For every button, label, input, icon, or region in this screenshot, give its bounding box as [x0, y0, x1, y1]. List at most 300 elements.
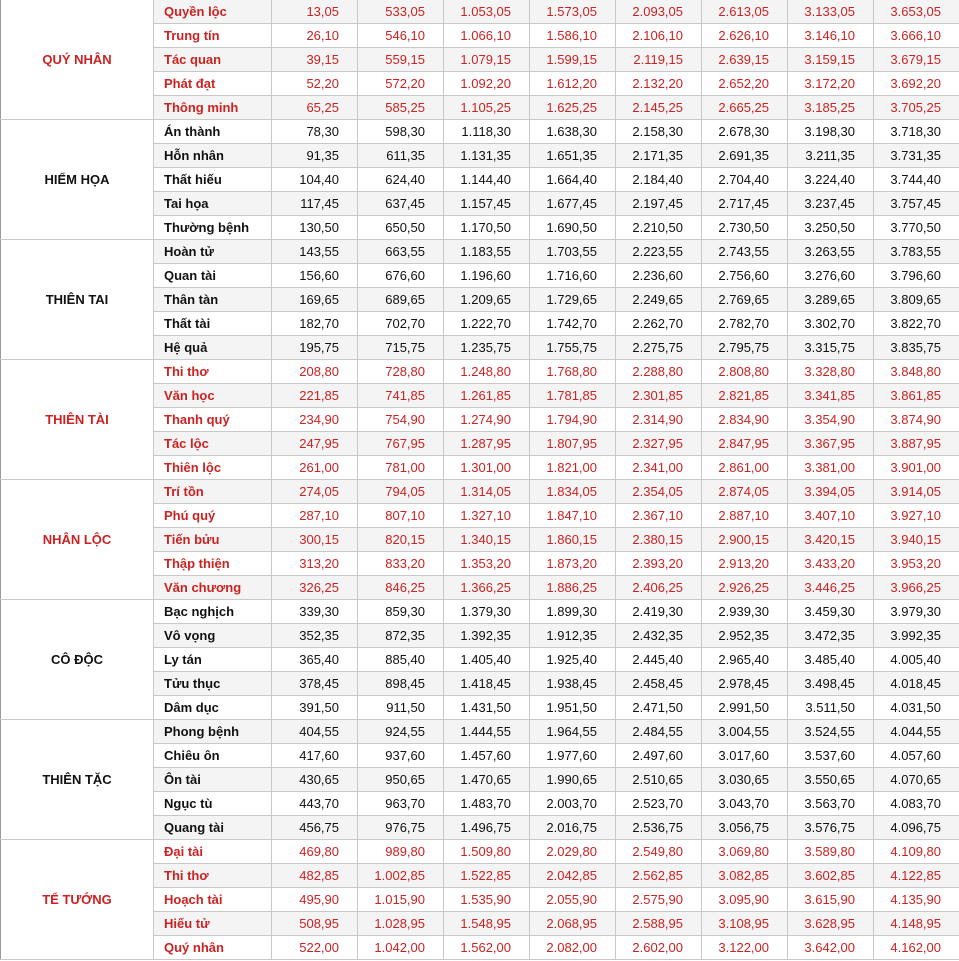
value-cell: 182,70 [272, 312, 358, 336]
value-cell: 1.977,60 [530, 744, 616, 768]
value-cell: 3.835,75 [874, 336, 959, 360]
value-cell: 1.274,90 [444, 408, 530, 432]
value-cell: 1.353,20 [444, 552, 530, 576]
value-cell: 52,20 [272, 72, 358, 96]
value-cell: 2.575,90 [616, 888, 702, 912]
value-cell: 1.925,40 [530, 648, 616, 672]
value-cell: 2.874,05 [702, 480, 788, 504]
value-cell: 2.549,80 [616, 840, 702, 864]
row-name: Hoạch tài [154, 888, 272, 912]
value-cell: 391,50 [272, 696, 358, 720]
value-cell: 1.379,30 [444, 600, 530, 624]
row-name: Bạc nghịch [154, 600, 272, 624]
value-cell: 963,70 [358, 792, 444, 816]
value-cell: 1.886,25 [530, 576, 616, 600]
value-cell: 2.393,20 [616, 552, 702, 576]
value-cell: 326,25 [272, 576, 358, 600]
value-cell: 456,75 [272, 816, 358, 840]
value-cell: 4.070,65 [874, 768, 959, 792]
value-cell: 3.642,00 [788, 936, 874, 960]
value-cell: 3.341,85 [788, 384, 874, 408]
value-cell: 3.666,10 [874, 24, 959, 48]
value-cell: 2.808,80 [702, 360, 788, 384]
value-cell: 3.082,85 [702, 864, 788, 888]
value-cell: 2.184,40 [616, 168, 702, 192]
row-name: Ôn tài [154, 768, 272, 792]
value-cell: 2.262,70 [616, 312, 702, 336]
table-row [1, 600, 959, 624]
value-cell: 1.079,15 [444, 48, 530, 72]
value-cell: 559,15 [358, 48, 444, 72]
value-cell: 911,50 [358, 696, 444, 720]
value-cell: 1.066,10 [444, 24, 530, 48]
value-cell: 3.381,00 [788, 456, 874, 480]
row-name: Tửu thục [154, 672, 272, 696]
row-name: Chiêu ôn [154, 744, 272, 768]
value-cell: 3.498,45 [788, 672, 874, 696]
value-cell: 3.328,80 [788, 360, 874, 384]
value-cell: 78,30 [272, 120, 358, 144]
value-cell: 2.965,40 [702, 648, 788, 672]
value-cell: 39,15 [272, 48, 358, 72]
value-cell: 1.612,20 [530, 72, 616, 96]
value-cell: 4.122,85 [874, 864, 959, 888]
value-cell: 2.834,90 [702, 408, 788, 432]
row-name: Thiên lộc [154, 456, 272, 480]
value-cell: 482,85 [272, 864, 358, 888]
value-cell: 2.588,95 [616, 912, 702, 936]
row-name: Tác lộc [154, 432, 272, 456]
value-cell: 2.106,10 [616, 24, 702, 48]
value-cell: 3.056,75 [702, 816, 788, 840]
value-cell: 2.991,50 [702, 696, 788, 720]
value-cell: 2.523,70 [616, 792, 702, 816]
value-cell: 1.625,25 [530, 96, 616, 120]
row-name: Thập thiện [154, 552, 272, 576]
value-cell: 4.031,50 [874, 696, 959, 720]
value-cell: 2.926,25 [702, 576, 788, 600]
value-cell: 2.795,75 [702, 336, 788, 360]
value-cell: 3.030,65 [702, 768, 788, 792]
value-cell: 234,90 [272, 408, 358, 432]
value-cell: 2.510,65 [616, 768, 702, 792]
value-cell: 924,55 [358, 720, 444, 744]
value-cell: 663,55 [358, 240, 444, 264]
value-cell: 1.444,55 [444, 720, 530, 744]
value-cell: 4.005,40 [874, 648, 959, 672]
value-cell: 3.861,85 [874, 384, 959, 408]
value-cell: 898,45 [358, 672, 444, 696]
value-cell: 1.912,35 [530, 624, 616, 648]
group-label: CÔ ĐỘC [1, 600, 154, 720]
value-cell: 1.847,10 [530, 504, 616, 528]
value-cell: 637,45 [358, 192, 444, 216]
value-cell: 208,80 [272, 360, 358, 384]
row-name: Vô vọng [154, 624, 272, 648]
value-cell: 1.664,40 [530, 168, 616, 192]
value-cell: 2.419,30 [616, 600, 702, 624]
value-cell: 3.822,70 [874, 312, 959, 336]
value-cell: 976,75 [358, 816, 444, 840]
value-cell: 4.109,80 [874, 840, 959, 864]
row-name: Phong bệnh [154, 720, 272, 744]
value-cell: 833,20 [358, 552, 444, 576]
value-cell: 585,25 [358, 96, 444, 120]
value-cell: 352,35 [272, 624, 358, 648]
value-cell: 1.677,45 [530, 192, 616, 216]
value-cell: 3.172,20 [788, 72, 874, 96]
value-cell: 4.044,55 [874, 720, 959, 744]
value-cell: 2.821,85 [702, 384, 788, 408]
row-name: Đại tài [154, 840, 272, 864]
value-cell: 1.496,75 [444, 816, 530, 840]
value-cell: 3.159,15 [788, 48, 874, 72]
value-cell: 3.185,25 [788, 96, 874, 120]
value-cell: 1.522,85 [444, 864, 530, 888]
value-cell: 1.118,30 [444, 120, 530, 144]
value-cell: 2.197,45 [616, 192, 702, 216]
value-cell: 3.095,90 [702, 888, 788, 912]
value-cell: 3.433,20 [788, 552, 874, 576]
value-cell: 3.744,40 [874, 168, 959, 192]
value-cell: 3.953,20 [874, 552, 959, 576]
value-cell: 3.757,45 [874, 192, 959, 216]
value-cell: 1.327,10 [444, 504, 530, 528]
value-cell: 2.665,25 [702, 96, 788, 120]
value-cell: 3.940,15 [874, 528, 959, 552]
value-cell: 1.157,45 [444, 192, 530, 216]
value-cell: 650,50 [358, 216, 444, 240]
row-name: Thân tàn [154, 288, 272, 312]
value-cell: 2.704,40 [702, 168, 788, 192]
value-cell: 2.639,15 [702, 48, 788, 72]
value-cell: 1.366,25 [444, 576, 530, 600]
value-cell: 2.327,95 [616, 432, 702, 456]
value-cell: 3.302,70 [788, 312, 874, 336]
value-cell: 1.209,65 [444, 288, 530, 312]
value-cell: 2.769,65 [702, 288, 788, 312]
value-cell: 3.874,90 [874, 408, 959, 432]
value-cell: 3.589,80 [788, 840, 874, 864]
value-cell: 3.420,15 [788, 528, 874, 552]
value-cell: 572,20 [358, 72, 444, 96]
value-cell: 4.148,95 [874, 912, 959, 936]
value-cell: 3.927,10 [874, 504, 959, 528]
row-name: Tác quan [154, 48, 272, 72]
value-cell: 533,05 [358, 0, 444, 24]
value-cell: 2.119,15 [616, 48, 702, 72]
value-cell: 3.198,30 [788, 120, 874, 144]
value-cell: 702,70 [358, 312, 444, 336]
value-cell: 4.162,00 [874, 936, 959, 960]
value-cell: 3.679,15 [874, 48, 959, 72]
value-cell: 156,60 [272, 264, 358, 288]
value-cell: 3.146,10 [788, 24, 874, 48]
value-cell: 689,65 [358, 288, 444, 312]
value-cell: 3.211,35 [788, 144, 874, 168]
value-cell: 3.887,95 [874, 432, 959, 456]
row-name: Hệ quả [154, 336, 272, 360]
value-cell: 3.017,60 [702, 744, 788, 768]
value-cell: 2.939,30 [702, 600, 788, 624]
value-cell: 3.537,60 [788, 744, 874, 768]
row-name: Quang tài [154, 816, 272, 840]
value-cell: 2.354,05 [616, 480, 702, 504]
value-cell: 2.913,20 [702, 552, 788, 576]
value-cell: 1.807,95 [530, 432, 616, 456]
value-cell: 2.082,00 [530, 936, 616, 960]
value-cell: 3.966,25 [874, 576, 959, 600]
value-cell: 1.755,75 [530, 336, 616, 360]
value-cell: 3.043,70 [702, 792, 788, 816]
value-cell: 2.626,10 [702, 24, 788, 48]
group-label: THIÊN TÀI [1, 360, 154, 480]
value-cell: 3.289,65 [788, 288, 874, 312]
value-cell: 781,00 [358, 456, 444, 480]
row-name: Hỗn nhân [154, 144, 272, 168]
value-cell: 2.952,35 [702, 624, 788, 648]
value-cell: 91,35 [272, 144, 358, 168]
value-cell: 2.029,80 [530, 840, 616, 864]
value-cell: 4.135,90 [874, 888, 959, 912]
row-name: Hoàn tử [154, 240, 272, 264]
value-cell: 2.691,35 [702, 144, 788, 168]
value-cell: 2.887,10 [702, 504, 788, 528]
value-cell: 3.407,10 [788, 504, 874, 528]
value-cell: 754,90 [358, 408, 444, 432]
value-cell: 3.004,55 [702, 720, 788, 744]
value-cell: 1.638,30 [530, 120, 616, 144]
value-cell: 1.131,35 [444, 144, 530, 168]
value-cell: 3.563,70 [788, 792, 874, 816]
value-cell: 508,95 [272, 912, 358, 936]
group-label: QUÝ NHÂN [1, 0, 154, 120]
value-cell: 3.692,20 [874, 72, 959, 96]
value-cell: 2.756,60 [702, 264, 788, 288]
row-name: Trung tín [154, 24, 272, 48]
value-cell: 2.613,05 [702, 0, 788, 24]
value-cell: 1.170,50 [444, 216, 530, 240]
value-cell: 2.602,00 [616, 936, 702, 960]
row-name: Thông minh [154, 96, 272, 120]
value-cell: 3.394,05 [788, 480, 874, 504]
value-cell: 3.263,55 [788, 240, 874, 264]
value-cell: 3.315,75 [788, 336, 874, 360]
group-label: NHÂN LỘC [1, 480, 154, 600]
value-cell: 469,80 [272, 840, 358, 864]
value-cell: 104,40 [272, 168, 358, 192]
value-cell: 195,75 [272, 336, 358, 360]
value-cell: 1.405,40 [444, 648, 530, 672]
value-cell: 365,40 [272, 648, 358, 672]
table-row [1, 720, 959, 744]
value-cell: 3.133,05 [788, 0, 874, 24]
value-cell: 143,55 [272, 240, 358, 264]
value-cell: 3.718,30 [874, 120, 959, 144]
value-cell: 846,25 [358, 576, 444, 600]
value-cell: 598,30 [358, 120, 444, 144]
value-cell: 1.015,90 [358, 888, 444, 912]
row-name: Dâm dục [154, 696, 272, 720]
value-cell: 1.470,65 [444, 768, 530, 792]
row-name: Thường bệnh [154, 216, 272, 240]
value-cell: 3.848,80 [874, 360, 959, 384]
value-cell: 261,00 [272, 456, 358, 480]
value-cell: 3.809,65 [874, 288, 959, 312]
row-name: Quan tài [154, 264, 272, 288]
value-cell: 2.223,55 [616, 240, 702, 264]
value-cell: 2.003,70 [530, 792, 616, 816]
value-cell: 2.782,70 [702, 312, 788, 336]
value-cell: 1.287,95 [444, 432, 530, 456]
value-cell: 522,00 [272, 936, 358, 960]
value-cell: 2.132,20 [616, 72, 702, 96]
value-cell: 2.717,45 [702, 192, 788, 216]
value-cell: 2.236,60 [616, 264, 702, 288]
value-cell: 611,35 [358, 144, 444, 168]
value-cell: 3.511,50 [788, 696, 874, 720]
value-cell: 3.783,55 [874, 240, 959, 264]
value-cell: 3.069,80 [702, 840, 788, 864]
table-row [1, 0, 959, 24]
table-row [1, 840, 959, 864]
value-cell: 3.122,00 [702, 936, 788, 960]
value-cell: 2.367,10 [616, 504, 702, 528]
table-row [1, 120, 959, 144]
group-label: HIỂM HỌA [1, 120, 154, 240]
value-cell: 3.524,55 [788, 720, 874, 744]
value-cell: 1.261,85 [444, 384, 530, 408]
value-cell: 2.730,50 [702, 216, 788, 240]
value-cell: 1.562,00 [444, 936, 530, 960]
value-cell: 2.484,55 [616, 720, 702, 744]
value-cell: 3.731,35 [874, 144, 959, 168]
value-cell: 1.599,15 [530, 48, 616, 72]
value-cell: 1.042,00 [358, 936, 444, 960]
value-cell: 1.535,90 [444, 888, 530, 912]
value-cell: 2.406,25 [616, 576, 702, 600]
value-cell: 3.367,95 [788, 432, 874, 456]
value-cell: 4.083,70 [874, 792, 959, 816]
row-name: Thất hiếu [154, 168, 272, 192]
value-cell: 404,55 [272, 720, 358, 744]
value-cell: 3.770,50 [874, 216, 959, 240]
value-cell: 2.301,85 [616, 384, 702, 408]
row-name: Tai họa [154, 192, 272, 216]
value-cell: 26,10 [272, 24, 358, 48]
row-name: Tiến bửu [154, 528, 272, 552]
value-cell: 715,75 [358, 336, 444, 360]
value-cell: 2.445,40 [616, 648, 702, 672]
value-cell: 2.042,85 [530, 864, 616, 888]
value-cell: 2.652,20 [702, 72, 788, 96]
group-label: TỂ TƯỚNG [1, 840, 154, 960]
value-cell: 794,05 [358, 480, 444, 504]
value-cell: 1.431,50 [444, 696, 530, 720]
value-cell: 546,10 [358, 24, 444, 48]
value-cell: 3.354,90 [788, 408, 874, 432]
value-cell: 1.248,80 [444, 360, 530, 384]
value-cell: 2.055,90 [530, 888, 616, 912]
value-cell: 3.914,05 [874, 480, 959, 504]
value-cell: 1.586,10 [530, 24, 616, 48]
value-cell: 1.092,20 [444, 72, 530, 96]
value-cell: 3.472,35 [788, 624, 874, 648]
value-cell: 2.145,25 [616, 96, 702, 120]
value-cell: 2.458,45 [616, 672, 702, 696]
value-cell: 313,20 [272, 552, 358, 576]
value-cell: 169,65 [272, 288, 358, 312]
value-cell: 807,10 [358, 504, 444, 528]
value-cell: 65,25 [272, 96, 358, 120]
value-cell: 767,95 [358, 432, 444, 456]
value-cell: 1.392,35 [444, 624, 530, 648]
value-cell: 417,60 [272, 744, 358, 768]
value-cell: 1.964,55 [530, 720, 616, 744]
value-cell: 2.249,65 [616, 288, 702, 312]
value-cell: 2.093,05 [616, 0, 702, 24]
value-cell: 3.979,30 [874, 600, 959, 624]
value-cell: 2.068,95 [530, 912, 616, 936]
row-name: Thi thơ [154, 360, 272, 384]
row-name: Phú quý [154, 504, 272, 528]
value-cell: 3.250,50 [788, 216, 874, 240]
value-cell: 1.053,05 [444, 0, 530, 24]
value-cell: 2.743,55 [702, 240, 788, 264]
value-cell: 2.210,50 [616, 216, 702, 240]
value-cell: 820,15 [358, 528, 444, 552]
value-cell: 1.457,60 [444, 744, 530, 768]
value-cell: 3.550,65 [788, 768, 874, 792]
value-cell: 3.485,40 [788, 648, 874, 672]
value-cell: 221,85 [272, 384, 358, 408]
value-cell: 495,90 [272, 888, 358, 912]
value-cell: 1.002,85 [358, 864, 444, 888]
value-cell: 4.018,45 [874, 672, 959, 696]
value-cell: 872,35 [358, 624, 444, 648]
row-name: Ly tán [154, 648, 272, 672]
value-cell: 2.471,50 [616, 696, 702, 720]
value-cell: 1.196,60 [444, 264, 530, 288]
value-cell: 728,80 [358, 360, 444, 384]
value-cell: 1.768,80 [530, 360, 616, 384]
value-cell: 2.678,30 [702, 120, 788, 144]
value-cell: 2.497,60 [616, 744, 702, 768]
value-cell: 300,15 [272, 528, 358, 552]
value-cell: 1.834,05 [530, 480, 616, 504]
row-name: Quý nhân [154, 936, 272, 960]
group-label: THIÊN TAI [1, 240, 154, 360]
row-name: Thi thơ [154, 864, 272, 888]
value-cell: 3.653,05 [874, 0, 959, 24]
value-cell: 3.992,35 [874, 624, 959, 648]
row-name: Văn học [154, 384, 272, 408]
value-cell: 937,60 [358, 744, 444, 768]
value-cell: 1.873,20 [530, 552, 616, 576]
row-name: Trí tồn [154, 480, 272, 504]
value-cell: 2.171,35 [616, 144, 702, 168]
table-row [1, 240, 959, 264]
value-cell: 1.690,50 [530, 216, 616, 240]
value-cell: 1.314,05 [444, 480, 530, 504]
value-cell: 1.235,75 [444, 336, 530, 360]
value-cell: 3.459,30 [788, 600, 874, 624]
value-cell: 13,05 [272, 0, 358, 24]
value-cell: 2.288,80 [616, 360, 702, 384]
value-cell: 3.796,60 [874, 264, 959, 288]
value-cell: 1.573,05 [530, 0, 616, 24]
value-cell: 2.900,15 [702, 528, 788, 552]
